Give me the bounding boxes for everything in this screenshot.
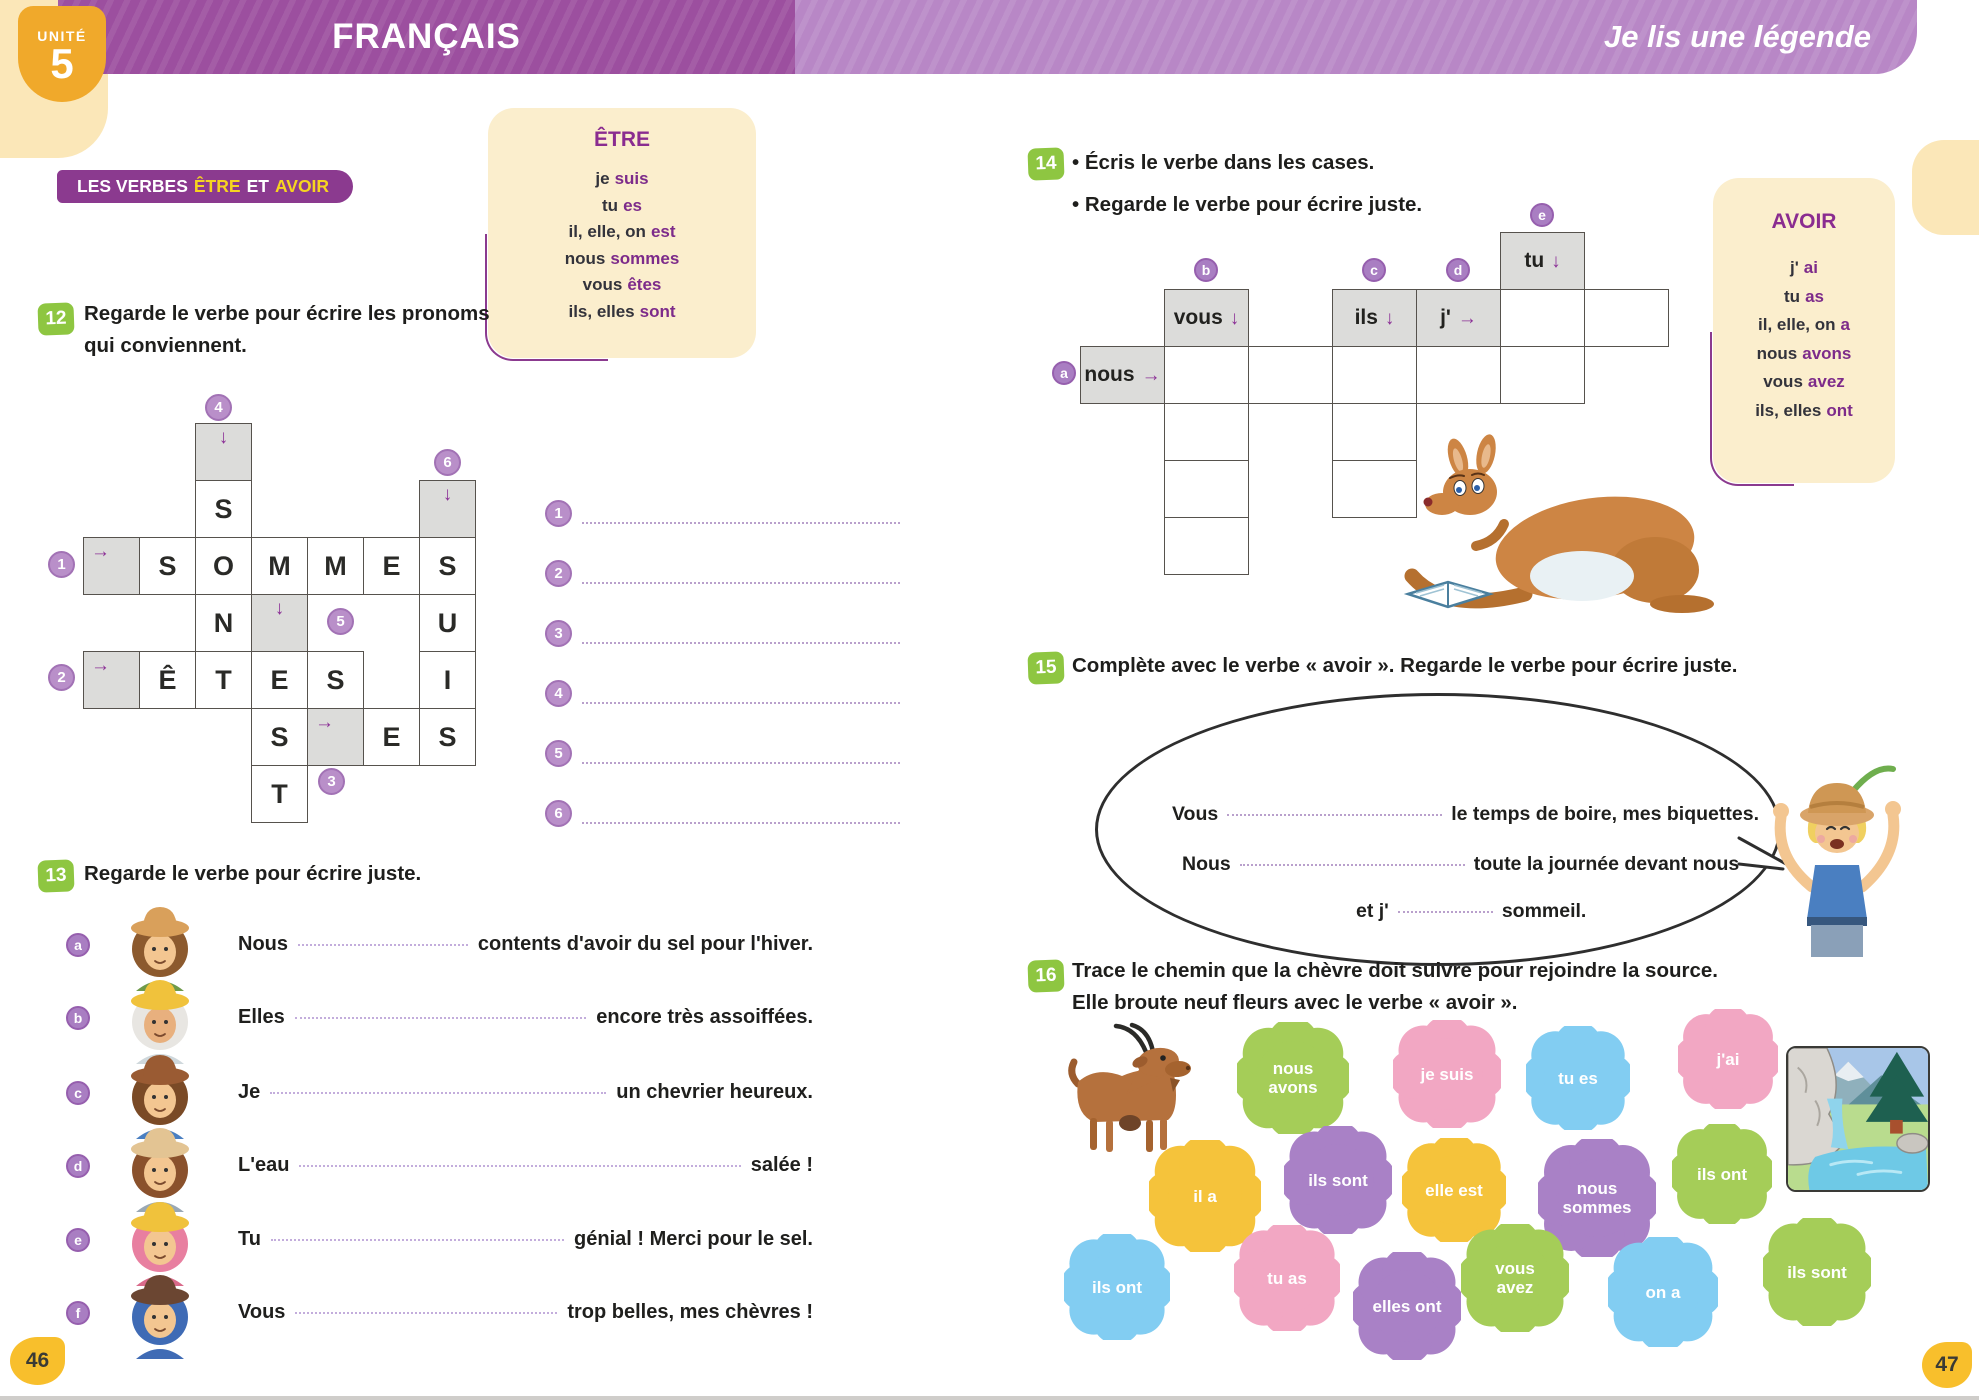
clue-cell-tu: tu ↓	[1500, 232, 1585, 290]
conjugation-row: ils, elles sont	[568, 301, 676, 321]
flower-nous-sommes[interactable]: nous sommes	[1538, 1139, 1656, 1257]
answer-number-badge: 6	[545, 800, 572, 827]
write-line[interactable]	[298, 944, 468, 946]
letter-cell: M	[307, 537, 364, 595]
arrow-down-icon: ↓	[1384, 307, 1395, 329]
arrow-right-icon: →	[91, 655, 110, 676]
answer-write-line[interactable]	[582, 744, 900, 764]
answer-line-3	[545, 620, 900, 647]
clue-cell-je: j' →	[1416, 289, 1501, 347]
subject-banner	[58, 0, 795, 74]
arrow-right-icon: →	[1141, 364, 1161, 386]
flower-elle-est[interactable]: elle est	[1402, 1138, 1506, 1242]
conjugation-row: nous sommes	[564, 248, 680, 268]
kangaroo-illustration	[1400, 428, 1730, 618]
page-number-left: 46	[10, 1337, 65, 1385]
answer-line-5	[545, 740, 900, 767]
exercise-15-title: Complète avec le verbe « avoir ». Regarde le verbe pour écrire juste.	[1072, 654, 1738, 677]
item-letter-badge: d	[66, 1154, 90, 1178]
section-title-banner	[57, 170, 353, 203]
answer-cell[interactable]	[1164, 460, 1249, 518]
etre-conjugation-box	[488, 108, 756, 358]
answer-line-4	[545, 680, 900, 707]
answer-cell[interactable]	[1164, 517, 1249, 575]
clue-cell-vous: vous ↓	[1164, 289, 1249, 347]
clue-number-badge: 4	[205, 394, 232, 421]
crossword-grid-etre	[83, 423, 477, 824]
answer-write-line[interactable]	[582, 624, 900, 644]
flower-ils-ont-2[interactable]: ils ont	[1064, 1234, 1170, 1340]
arrow-right-icon: →	[91, 541, 110, 562]
flower-je-suis[interactable]: je suis	[1393, 1020, 1501, 1128]
exercise-15-badge: 15	[1027, 651, 1064, 684]
answer-write-line[interactable]	[582, 504, 900, 524]
clue-start-cell	[419, 480, 476, 538]
page-bottom-edge	[0, 1396, 1979, 1400]
letter-cell: T	[195, 651, 252, 709]
arrow-down-icon: ↓	[442, 484, 453, 505]
write-line[interactable]	[271, 1239, 564, 1241]
letter-cell: Ê	[139, 651, 196, 709]
clue-number-badge: 6	[434, 449, 461, 476]
corner-decoration-top-right	[1912, 140, 1979, 235]
answer-number-badge: 1	[545, 500, 572, 527]
flower-ils-sont[interactable]: ils sont	[1284, 1126, 1392, 1234]
clue-number-badge: 2	[48, 664, 75, 691]
flower-nous-avons[interactable]: nous avons	[1237, 1022, 1349, 1134]
exercise-13-title: Regarde le verbe pour écrire juste.	[84, 862, 422, 885]
lesson-banner	[795, 0, 1917, 74]
letter-cell: M	[251, 537, 308, 595]
clue-letter-badge: e	[1530, 203, 1554, 227]
avoir-box-title: AVOIR	[1771, 210, 1837, 233]
write-line[interactable]	[1240, 864, 1465, 866]
avoir-conjugation-box	[1713, 178, 1895, 483]
letter-cell: U	[419, 594, 476, 652]
item-letter-badge: a	[66, 933, 90, 957]
fill-in-sentence-e: Tu génial ! Merci pour le sel.	[238, 1228, 813, 1250]
letter-cell: T	[251, 765, 308, 823]
arrow-down-icon: ↓	[274, 598, 285, 619]
answer-write-line[interactable]	[582, 684, 900, 704]
section-connector: ET	[246, 176, 269, 196]
item-letter-badge: b	[66, 1006, 90, 1030]
fill-in-sentence-f: Vous trop belles, mes chèvres !	[238, 1301, 813, 1323]
flower-ils-ont-1[interactable]: ils ont	[1672, 1124, 1772, 1224]
clue-letter-badge: c	[1362, 258, 1386, 282]
fill-in-sentence-c: Je un chevrier heureux.	[238, 1081, 813, 1103]
bubble-line-1: Vous le temps de boire, mes biquettes.	[1172, 803, 1759, 825]
clue-start-cell	[83, 651, 140, 709]
arrow-right-icon: →	[315, 712, 334, 733]
clue-letter-badge: d	[1446, 258, 1470, 282]
answer-number-badge: 3	[545, 620, 572, 647]
answer-number-badge: 4	[545, 680, 572, 707]
clue-start-cell	[251, 594, 308, 652]
write-line[interactable]	[299, 1165, 740, 1167]
answer-cell[interactable]	[1248, 346, 1333, 404]
subject-title: FRANÇAIS	[332, 17, 521, 56]
clue-start-cell	[307, 708, 364, 766]
fill-in-sentence-d: L'eau salée !	[238, 1154, 813, 1176]
answer-write-line[interactable]	[582, 564, 900, 584]
exercise-16-badge: 16	[1027, 959, 1064, 992]
item-letter-badge: c	[66, 1081, 90, 1105]
section-verb-etre: ÊTRE	[193, 176, 241, 196]
lesson-title: Je lis une légende	[1603, 19, 1871, 54]
fill-in-sentence-b: Elles encore très assoiffées.	[238, 1006, 813, 1028]
letter-cell: S	[139, 537, 196, 595]
write-line[interactable]	[1398, 911, 1493, 913]
arrow-right-icon: →	[1457, 307, 1477, 329]
answer-write-line[interactable]	[582, 804, 900, 824]
section-prefix: LES VERBES	[77, 176, 188, 196]
letter-cell: S	[195, 480, 252, 538]
letter-cell: E	[363, 537, 420, 595]
clue-letter-badge: b	[1194, 258, 1218, 282]
flower-elles-ont[interactable]: elles ont	[1353, 1252, 1461, 1360]
conjugation-row: nous avons	[1756, 343, 1852, 363]
arrow-down-icon: ↓	[1551, 250, 1561, 272]
letter-cell: O	[195, 537, 252, 595]
water-source-illustration	[1786, 1046, 1930, 1192]
item-letter-badge: e	[66, 1228, 90, 1252]
flower-on-a[interactable]: on a	[1608, 1237, 1718, 1347]
answer-number-badge: 2	[545, 560, 572, 587]
exercise-14-title: • Écris le verbe dans les cases. • Regarde le verbe pour écrire juste.	[1072, 151, 1423, 216]
letter-cell: S	[419, 537, 476, 595]
flower-il-a[interactable]: il a	[1149, 1140, 1261, 1252]
answer-line-1	[545, 500, 900, 527]
letter-cell: S	[307, 651, 364, 709]
flower-jai[interactable]: j'ai	[1678, 1009, 1778, 1109]
clue-start-cell	[83, 537, 140, 595]
unit-badge	[18, 6, 106, 102]
avatar-f	[110, 1263, 210, 1363]
write-line[interactable]	[295, 1312, 557, 1314]
box-corner-accent	[1710, 332, 1794, 487]
answer-line-2	[545, 560, 900, 587]
conjugation-row: tu as	[1784, 286, 1824, 306]
conjugation-row: ils, elles ont	[1755, 400, 1853, 420]
clue-number-badge: 3	[318, 768, 345, 795]
letter-cell: E	[251, 651, 308, 709]
conjugation-row: il, elle, on est	[568, 222, 676, 241]
conjugation-row: je suis	[595, 169, 649, 188]
clue-cell-nous: nous →	[1080, 346, 1165, 404]
boy-illustration	[1757, 737, 1917, 967]
arrow-down-icon: ↓	[218, 427, 229, 448]
conjugation-row: il, elle, on a	[1758, 315, 1850, 334]
page-number-right: 47	[1922, 1342, 1972, 1388]
answer-cell[interactable]	[1584, 289, 1669, 347]
letter-cell: E	[363, 708, 420, 766]
answer-line-6	[545, 800, 900, 827]
goat-illustration	[1050, 1022, 1210, 1157]
clue-letter-badge: a	[1052, 361, 1076, 385]
bubble-line-3: et j' sommeil.	[1356, 900, 1587, 922]
exercise-16-title: Trace le chemin que la chèvre doit suivre pour rejoindre la source. Elle broute neuf fleurs avec le verbe « avoir ».	[1072, 959, 1718, 1014]
write-line[interactable]	[295, 1017, 587, 1019]
speech-bubble	[1095, 693, 1781, 966]
exercise-12-title: Regarde le verbe pour écrire les pronoms qui conviennent.	[84, 302, 490, 357]
write-line[interactable]	[270, 1092, 606, 1094]
letter-cell: S	[419, 708, 476, 766]
fill-in-sentence-a: Nous contents d'avoir du sel pour l'hiver.	[238, 933, 813, 955]
exercise-12-badge: 12	[37, 302, 74, 335]
clue-cell-ils: ils ↓	[1332, 289, 1417, 347]
exercise-13-badge: 13	[37, 859, 74, 892]
flower-tu-as[interactable]: tu as	[1234, 1225, 1340, 1331]
unit-label: UNITÉ	[37, 28, 87, 44]
section-verb-avoir: AVOIR	[274, 176, 330, 196]
conjugation-row: tu es	[602, 195, 642, 215]
answer-cell[interactable]	[1416, 346, 1501, 404]
conjugation-row: vous avez	[1763, 372, 1845, 391]
etre-box-title: ÊTRE	[593, 128, 650, 151]
item-letter-badge: f	[66, 1301, 90, 1325]
bubble-line-2: Nous toute la journée devant nous	[1182, 853, 1740, 875]
answer-cell[interactable]	[1164, 403, 1249, 461]
answer-cell[interactable]	[1164, 346, 1249, 404]
letter-cell: I	[419, 651, 476, 709]
clue-number-badge: 5	[327, 608, 354, 635]
letter-cell: N	[195, 594, 252, 652]
exercise-14-badge: 14	[1027, 147, 1064, 180]
letter-cell: S	[251, 708, 308, 766]
unit-number: 5	[50, 40, 74, 87]
conjugation-row: vous êtes	[582, 275, 662, 294]
flower-ils-sont-2[interactable]: ils sont	[1763, 1218, 1871, 1326]
answer-number-badge: 5	[545, 740, 572, 767]
conjugation-row: j' ai	[1790, 258, 1818, 277]
write-line[interactable]	[1227, 814, 1442, 816]
answer-cell[interactable]	[1500, 346, 1585, 404]
clue-start-cell	[195, 423, 252, 481]
flower-tu-es[interactable]: tu es	[1526, 1026, 1630, 1130]
answer-cell[interactable]	[1500, 289, 1585, 347]
flower-vous-avez[interactable]: vous avez	[1461, 1224, 1569, 1332]
clue-number-badge: 1	[48, 551, 75, 578]
answer-cell[interactable]	[1332, 346, 1417, 404]
arrow-down-icon: ↓	[1229, 307, 1240, 329]
